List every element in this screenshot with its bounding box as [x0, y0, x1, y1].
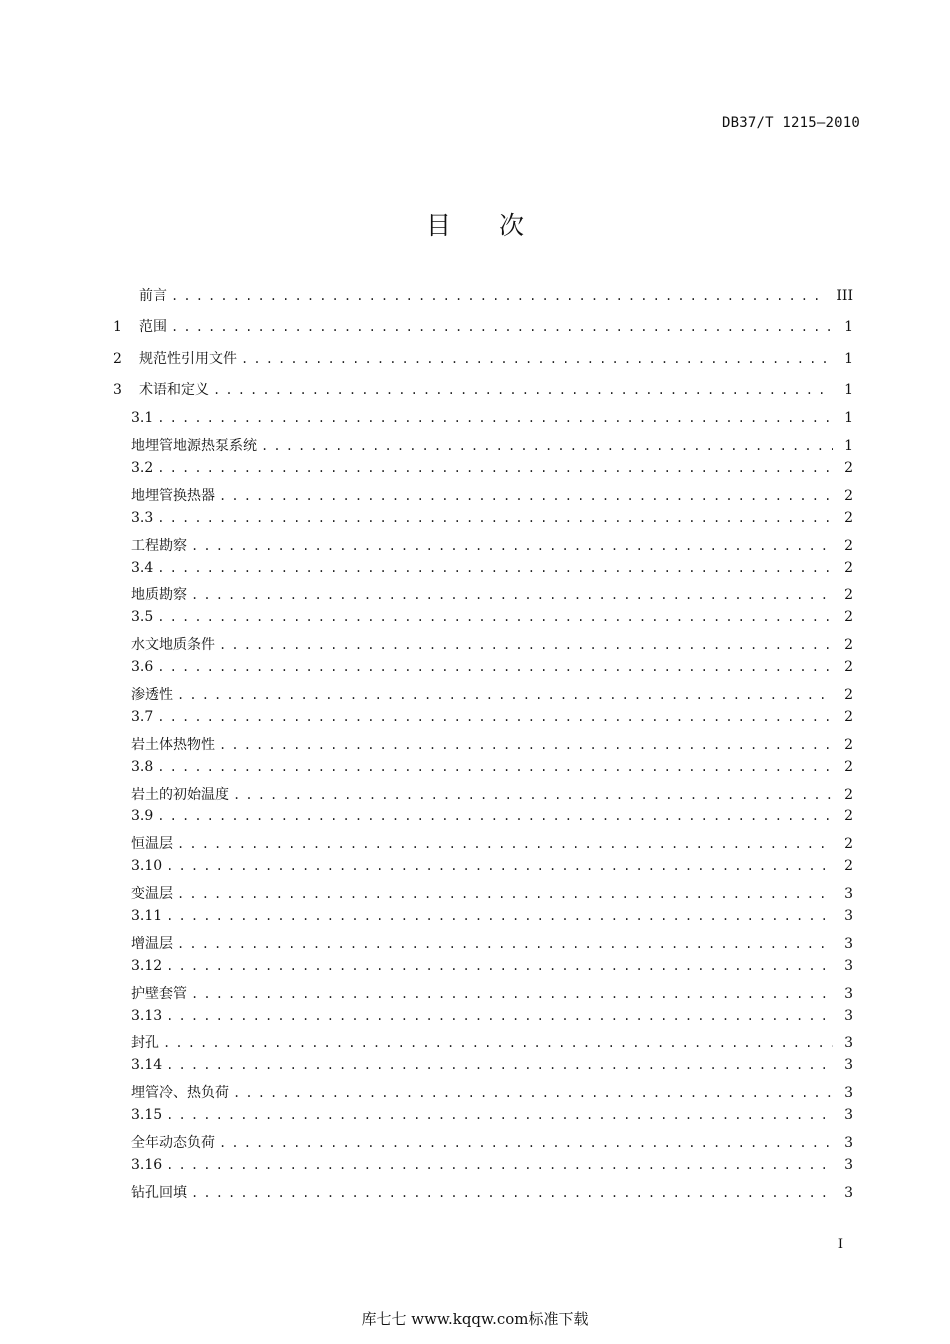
toc-entry[interactable] — [113, 709, 853, 734]
toc-entry-number: 2 — [113, 350, 122, 367]
toc-entry-label: 封孔 — [131, 1035, 159, 1052]
toc-entry-page: 2 — [844, 537, 853, 554]
toc-title-char-1: 目 — [425, 211, 451, 240]
toc-leader-dots — [233, 1086, 833, 1100]
toc-entry-label: 3.9 — [131, 808, 154, 825]
toc-entry-label: 全年动态负荷 — [131, 1135, 215, 1152]
toc-leader-dots — [157, 809, 833, 823]
toc-entry-page: 2 — [844, 836, 853, 853]
toc-leader-dots — [261, 439, 833, 453]
toc-entry-label: 3.3 — [131, 509, 154, 526]
toc-leader-dots — [177, 837, 833, 851]
toc-leader-dots — [177, 937, 833, 951]
toc-entry-page: 1 — [844, 381, 853, 398]
toc-leader-dots — [157, 561, 833, 575]
toc-entry-page: 1 — [844, 350, 853, 367]
toc-leader-dots — [163, 1036, 833, 1050]
toc-entry-number: 1 — [113, 319, 122, 336]
toc-leader-dots — [219, 738, 833, 752]
toc-entry-page: 3 — [844, 935, 853, 952]
toc-entry-page: 3 — [844, 957, 853, 974]
toc-leader-dots — [166, 909, 833, 923]
toc-entry-page: 2 — [844, 858, 853, 875]
toc-leader-dots — [166, 1158, 833, 1172]
toc-leader-dots — [171, 289, 828, 303]
toc-entry[interactable] — [113, 1132, 853, 1157]
toc-entry[interactable] — [113, 379, 853, 410]
toc-entry[interactable] — [113, 584, 853, 609]
toc-leader-dots — [191, 539, 833, 553]
toc-entry[interactable] — [113, 784, 853, 809]
toc-entry-page: 2 — [844, 509, 853, 526]
toc-entry-page: 2 — [844, 459, 853, 476]
toc-entry-label: 3.13 — [131, 1007, 163, 1024]
toc-leader-dots — [219, 1136, 833, 1150]
toc-entry-number: 3 — [113, 381, 122, 398]
toc-entry-label: 3.10 — [131, 858, 163, 875]
toc-entry-label: 增温层 — [131, 935, 173, 952]
toc-entry[interactable] — [113, 535, 853, 560]
toc-entry[interactable] — [113, 684, 853, 709]
toc-entry-page: 2 — [844, 637, 853, 654]
toc-entry[interactable] — [113, 759, 853, 784]
toc-entry-label: 渗透性 — [131, 686, 173, 703]
toc-entry-label: 岩土的初始温度 — [131, 786, 229, 803]
toc-entry-page: 2 — [844, 487, 853, 504]
toc-leader-dots — [191, 1186, 833, 1200]
page-number: I — [837, 1237, 843, 1252]
toc-entry-page: 2 — [844, 587, 853, 604]
toc-entry-label: 3.5 — [131, 609, 154, 626]
toc-entry-page: 2 — [844, 708, 853, 725]
toc-entry[interactable] — [113, 410, 853, 435]
toc-entry-label: 3.12 — [131, 957, 163, 974]
toc-entry-label: 护壁套管 — [131, 985, 187, 1002]
toc-entry[interactable] — [113, 883, 853, 908]
toc-entry[interactable] — [113, 1032, 853, 1057]
toc-entry-label: 规范性引用文件 — [139, 350, 237, 367]
toc-entry-label: 3.6 — [131, 659, 154, 676]
toc-leader-dots — [166, 1058, 833, 1072]
toc-entry-label: 钻孔回填 — [131, 1184, 187, 1201]
toc-entry-page: 2 — [844, 786, 853, 803]
toc-entry-label: 前言 — [139, 288, 167, 304]
toc-entry[interactable] — [113, 609, 853, 634]
toc-leader-dots — [166, 959, 833, 973]
toc-entry-page: 2 — [844, 559, 853, 576]
toc-entry-page: 2 — [844, 808, 853, 825]
document-code: DB37/T 1215—2010 — [721, 115, 860, 131]
toc-entry-page: 3 — [844, 1085, 853, 1102]
toc-entry-label: 地埋管换热器 — [131, 487, 215, 504]
toc-leader-dots — [177, 887, 833, 901]
toc-entry-page: 2 — [844, 609, 853, 626]
toc-leader-dots — [166, 1009, 833, 1023]
toc-entry-page: 3 — [844, 1007, 853, 1024]
toc-entry[interactable] — [113, 348, 853, 379]
toc-entry-label: 范围 — [139, 319, 167, 336]
toc-entry[interactable] — [113, 958, 853, 983]
toc-leader-dots — [177, 688, 833, 702]
toc-entry-page: 3 — [844, 886, 853, 903]
toc-leader-dots — [157, 710, 833, 724]
toc-leader-dots — [191, 588, 833, 602]
toc-entry-label: 3.8 — [131, 758, 154, 775]
toc-entry-page: 1 — [844, 410, 853, 427]
toc-entry-page: 2 — [844, 736, 853, 753]
toc-entry[interactable] — [113, 1157, 853, 1182]
toc-entry[interactable] — [113, 634, 853, 659]
toc-entry[interactable] — [113, 933, 853, 958]
toc-entry-label: 3.1 — [131, 410, 154, 427]
toc-entry[interactable] — [113, 560, 853, 585]
footer-watermark: 库七七 www.kqqw.com标准下载 — [361, 1310, 589, 1328]
toc-entry[interactable] — [113, 858, 853, 883]
toc-entry-label: 恒温层 — [131, 836, 173, 853]
toc-entry[interactable] — [113, 1182, 853, 1207]
toc-entry-page: 3 — [844, 1057, 853, 1074]
toc-entry[interactable] — [113, 460, 853, 485]
toc-entry-label: 水文地质条件 — [131, 637, 215, 654]
toc-entry-page: 2 — [844, 686, 853, 703]
toc-entry[interactable] — [113, 485, 853, 510]
toc-entry-label: 3.11 — [131, 908, 163, 924]
toc-leader-dots — [213, 383, 833, 397]
toc-entry[interactable] — [113, 510, 853, 535]
toc-entry-label: 埋管冷、热负荷 — [131, 1085, 229, 1102]
toc-entry-label: 3.2 — [131, 459, 154, 476]
toc-entry-label: 3.16 — [131, 1156, 163, 1173]
toc-entry[interactable] — [113, 316, 853, 347]
toc-entry[interactable] — [113, 285, 853, 316]
toc-leader-dots — [241, 352, 833, 366]
toc-entry-label: 变温层 — [131, 886, 173, 903]
toc-leader-dots — [171, 320, 833, 334]
toc-entry-page: 2 — [844, 758, 853, 775]
toc-leader-dots — [157, 511, 833, 525]
toc-entry[interactable] — [113, 983, 853, 1008]
toc-entry-page: 3 — [844, 1035, 853, 1052]
toc-leader-dots — [166, 859, 833, 873]
toc-entry-page: III — [836, 288, 853, 304]
toc-leader-dots — [157, 760, 833, 774]
toc-leader-dots — [219, 489, 833, 503]
toc-entry[interactable] — [113, 1057, 853, 1082]
toc-entry-page: 3 — [844, 985, 853, 1002]
toc-entry[interactable] — [113, 908, 853, 933]
toc-leader-dots — [157, 660, 833, 674]
toc-entry-label: 3.14 — [131, 1057, 163, 1074]
toc-entry-page: 3 — [844, 908, 853, 924]
toc-entry-label: 3.4 — [131, 559, 154, 576]
toc-entry-page: 3 — [844, 1156, 853, 1173]
toc-title — [0, 206, 950, 242]
table-of-contents — [113, 285, 853, 1207]
toc-leader-dots — [191, 987, 833, 1001]
toc-entry[interactable] — [113, 659, 853, 684]
toc-entry-page: 3 — [844, 1135, 853, 1152]
toc-leader-dots — [219, 638, 833, 652]
toc-entry-label: 岩土体热物性 — [131, 736, 215, 753]
toc-entry[interactable] — [113, 833, 853, 858]
toc-entry-label: 术语和定义 — [139, 381, 209, 398]
toc-entry[interactable] — [113, 1107, 853, 1132]
toc-title-char-2: 次 — [499, 211, 525, 240]
toc-entry[interactable] — [113, 435, 853, 460]
toc-leader-dots — [233, 788, 833, 802]
toc-entry[interactable] — [113, 1008, 853, 1033]
toc-entry-page: 1 — [844, 438, 853, 455]
toc-entry[interactable] — [113, 1082, 853, 1107]
toc-entry-label: 地质勘察 — [131, 587, 187, 604]
toc-leader-dots — [166, 1108, 833, 1122]
toc-entry-page: 1 — [844, 319, 853, 336]
toc-entry-page: 3 — [844, 1184, 853, 1201]
toc-entry-label: 地埋管地源热泵系统 — [131, 438, 257, 455]
toc-entry-label: 工程勘察 — [131, 537, 187, 554]
toc-entry[interactable] — [113, 734, 853, 759]
toc-entry-page: 2 — [844, 659, 853, 676]
toc-entry-label: 3.7 — [131, 708, 154, 725]
toc-entry-page: 3 — [844, 1107, 853, 1124]
toc-leader-dots — [157, 610, 833, 624]
toc-entry-label: 3.15 — [131, 1107, 163, 1124]
toc-leader-dots — [157, 461, 833, 475]
toc-leader-dots — [157, 411, 833, 425]
toc-entry[interactable] — [113, 808, 853, 833]
